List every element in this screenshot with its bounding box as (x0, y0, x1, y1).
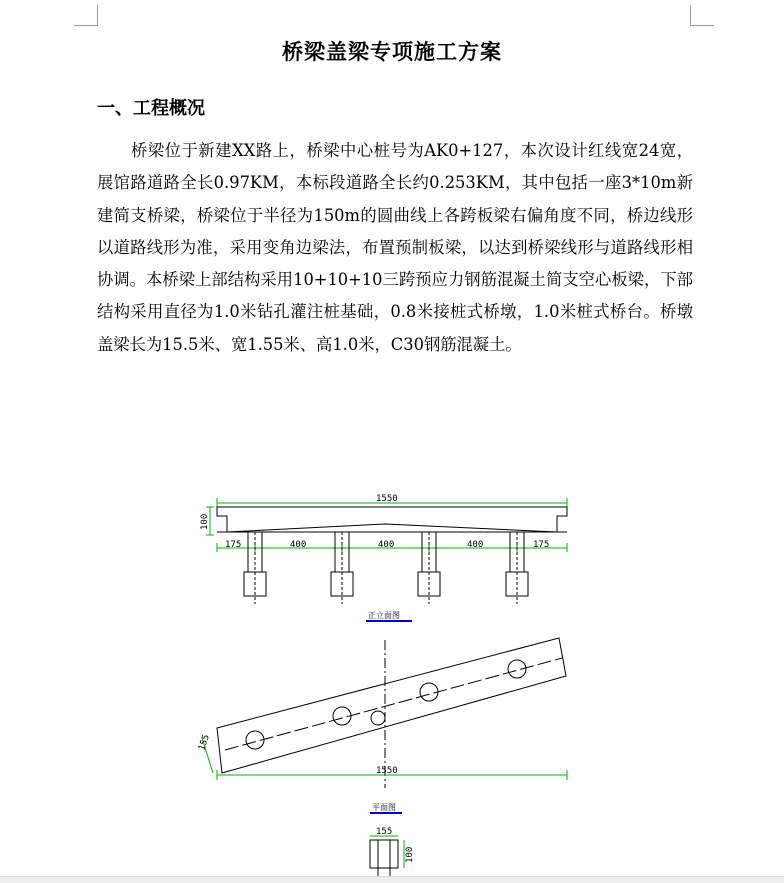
span-label-3: 400 (378, 540, 395, 550)
bridge-cap-beam-drawing (180, 488, 600, 883)
span-label-2: 400 (290, 540, 307, 550)
crop-mark-top-right (690, 5, 691, 25)
front-overall-length-label: 1550 (376, 494, 398, 504)
front-height-label: 100 (200, 513, 210, 530)
page-bottom-strip (0, 876, 784, 883)
drawing-svg (180, 488, 600, 883)
side-height-label: 100 (405, 846, 415, 863)
span-label-1: 175 (225, 540, 242, 550)
document-title: 桥梁盖梁专项施工方案 (282, 39, 502, 64)
body-paragraph: 桥梁位于新建XX路上，桥梁中心桩号为AK0+127，本次设计红线宽24宽，展馆路道路全长0.97KM，本标段道路全长约0.253KM，其中包括一座3*10m新建简支桥梁，桥梁位于半径为150m的圆曲线上各跨板梁右偏角度不同，桥边线形以道路线形为准，采用变角边梁法，布置预制板梁，以达到桥梁线形与道路线形相协调。本桥梁上部结构采用10+10+10三跨预应力钢筋混凝土简支空心板梁，下部结构采用直径为1.0米钻孔灌注桩基础，0.8米接桩式桥墩，1.0米桩式桥台。桥墩盖梁长为15.5米、宽1.55米、高1.0米，C30钢筋混凝土。 (97, 141, 693, 354)
span-label-4: 400 (467, 540, 484, 550)
plan-view (197, 638, 567, 813)
plan-width-label: 155 (197, 733, 212, 752)
side-view (370, 827, 415, 883)
plan-overall-length-label: 1550 (376, 766, 398, 776)
plan-beam-outline (217, 638, 566, 773)
front-view-caption: 正立面图 (368, 611, 400, 620)
cap-beam-outline (217, 507, 567, 532)
crop-mark-top-right-h (690, 25, 714, 26)
crop-mark-top-left (97, 5, 98, 25)
plan-view-caption: 平面图 (372, 803, 396, 812)
side-width-label: 155 (376, 827, 393, 837)
front-view (200, 494, 567, 621)
crop-mark-top-left-h (74, 25, 98, 26)
span-label-5: 175 (533, 540, 550, 550)
section-heading: 一、工程概况 (97, 98, 205, 119)
